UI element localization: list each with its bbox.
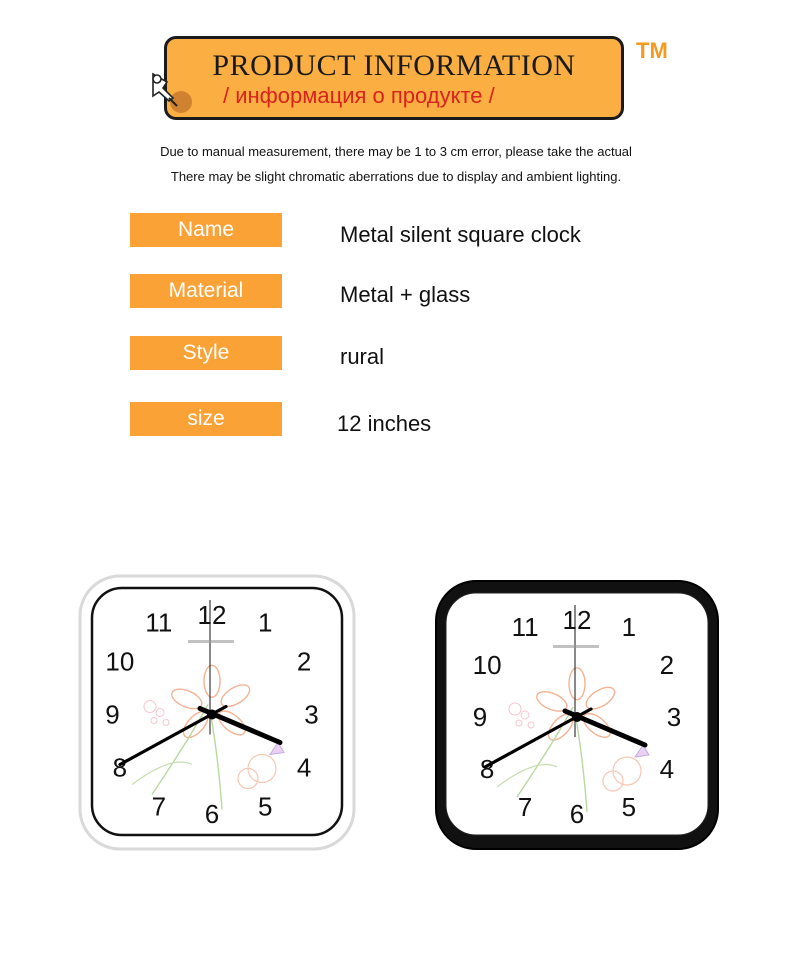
clock-numeral: 12 (562, 604, 592, 635)
banner-title: PRODUCT INFORMATION (212, 49, 576, 82)
clock-numeral: 8 (479, 753, 495, 784)
clock-center-cap (207, 710, 217, 720)
banner-subtitle: / информация о продукте / (223, 83, 495, 108)
trademark-mark: TM (636, 38, 668, 63)
measurement-note: Due to manual measurement, there may be 1 to 3 cm error, please take the actual (160, 144, 632, 159)
clock-numeral: 5 (621, 791, 637, 822)
clock-numeral: 3 (304, 699, 319, 730)
clock-numeral: 5 (257, 791, 273, 822)
clock-numeral: 11 (145, 607, 173, 638)
clock-numeral: 11 (511, 612, 539, 643)
spec-label-style: Style (130, 336, 282, 370)
white-frame-clock-image (62, 570, 362, 855)
clock-numeral: 1 (257, 607, 273, 638)
clock-numeral: 10 (105, 646, 135, 677)
product-info-banner (164, 36, 624, 120)
clock-numeral: 1 (621, 612, 637, 643)
clock-numeral: 7 (151, 791, 167, 822)
spec-label-size: size (130, 402, 282, 436)
clock-numeral: 4 (659, 753, 675, 784)
spec-value-material: Metal + glass (340, 282, 471, 307)
spec-value-size: 12 inches (337, 411, 432, 436)
color-note: There may be slight chromatic aberrations due to display and ambient lighting. (170, 169, 622, 184)
brand-mark (553, 645, 599, 648)
clock-numeral: 4 (296, 752, 312, 783)
clock-numeral: 9 (472, 702, 488, 732)
black-frame-clock-image (432, 575, 722, 855)
clock-numeral: 6 (204, 798, 220, 829)
spec-value-name: Metal silent square clock (340, 222, 581, 247)
clock-numeral: 9 (105, 699, 120, 730)
clock-numeral: 2 (296, 646, 312, 677)
clock-numeral: 3 (666, 702, 682, 732)
spec-value-style: rural (340, 344, 385, 369)
clock-numeral: 7 (517, 791, 533, 822)
spec-label-material: Material (130, 274, 282, 308)
clock-numeral: 6 (569, 799, 585, 830)
clock-numeral: 12 (197, 600, 227, 631)
clock-numeral: 2 (659, 650, 675, 681)
clock-numeral: 8 (112, 752, 128, 783)
pushpin-icon (143, 68, 195, 118)
spec-label-name: Name (130, 213, 282, 247)
clock-center-cap (572, 712, 582, 722)
brand-mark (188, 640, 234, 643)
clock-numeral: 10 (472, 650, 502, 681)
